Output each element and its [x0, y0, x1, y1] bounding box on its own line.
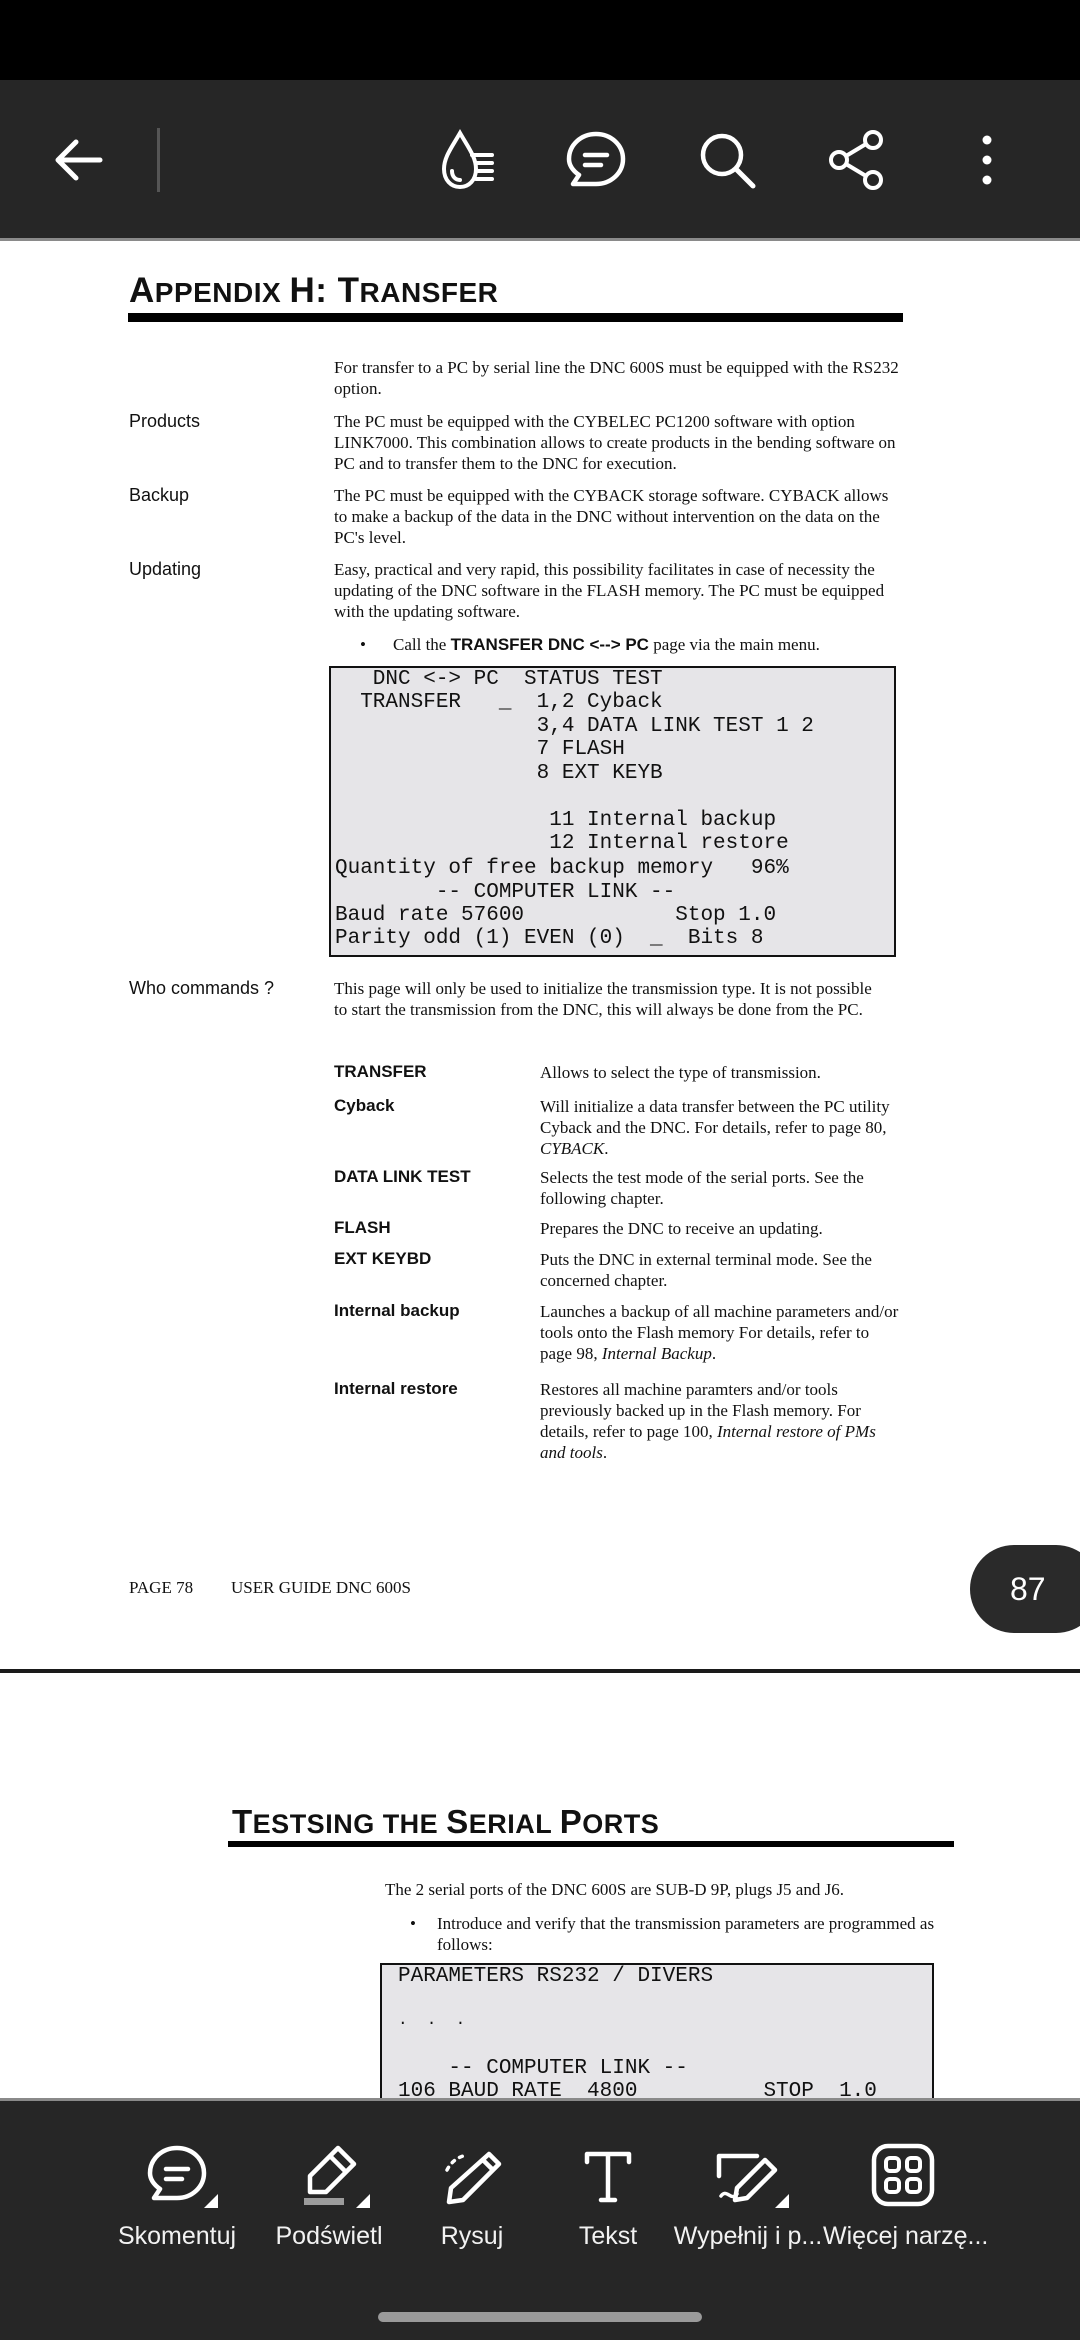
section-text: The PC must be equipped with the CYBELEC PC1200 software with option LINK7000. This combination allows to create products in the bending software on PC and to transfer them to the DNC for execution.: [334, 412, 896, 473]
definition-term: Cyback: [334, 1096, 395, 1115]
draw-tool-icon: [437, 2140, 507, 2210]
text-tool-button[interactable]: [528, 2140, 688, 2260]
fill-sign-tool-icon: [713, 2140, 783, 2210]
comment-icon: [561, 125, 631, 195]
screen-line: TRANSFER _ 1,2 Cyback: [335, 691, 663, 714]
dnc-screen-box-lower: [329, 859, 896, 957]
definition-text: Will initialize a data transfer between the PC utility Cyback and the DNC. For details, refer to page 80, CYBACK.: [540, 1097, 890, 1158]
page-title: APPENDIX H: TRANSFER: [129, 271, 499, 310]
title-rule: [228, 1841, 954, 1847]
screen-line: 11 Internal backup: [335, 809, 777, 832]
highlight-tool-icon: [294, 2140, 364, 2210]
tool-label: Rysuj: [440, 2222, 504, 2250]
screen-line: 7 FLASH: [335, 738, 625, 761]
dropdown-corner-indicator: [356, 2194, 370, 2208]
dnc-screen-box: [380, 1963, 934, 2098]
screen-line: Quantity of free backup memory 96%: [335, 857, 789, 880]
more-vertical-icon: [972, 130, 1002, 190]
tool-label: Tekst: [578, 2222, 638, 2250]
definition-term: DATA LINK TEST: [334, 1167, 471, 1186]
more-button[interactable]: [945, 118, 1029, 202]
definition-text: Prepares the DNC to receive an updating.: [540, 1219, 823, 1238]
comments-button[interactable]: [554, 118, 638, 202]
screen-line: 106 BAUD RATE 4800 STOP 1.0: [398, 2080, 877, 2098]
tool-label: Podświetl: [275, 2222, 383, 2250]
share-button[interactable]: [815, 118, 899, 202]
text-tool-icon: [573, 2140, 643, 2210]
definition-term: Internal restore: [334, 1379, 458, 1398]
comment-tool-icon: [142, 2140, 212, 2210]
definition-text: Selects the test mode of the serial ports. See the following chapter.: [540, 1168, 864, 1208]
screen-line: Baud rate 57600 Stop 1.0: [335, 904, 777, 927]
definition-text: Launches a backup of all machine parameters and/or tools onto the Flash memory For details, refer to page 98, Internal Backup.: [540, 1302, 899, 1363]
pdf-page-1: [0, 241, 1080, 1669]
bullet-text: Call the TRANSFER DNC <--> PC page via the main menu.: [393, 635, 820, 654]
section-label: Backup: [129, 485, 190, 505]
tool-label: Skomentuj: [117, 2222, 237, 2250]
definition-term: FLASH: [334, 1218, 391, 1237]
screen-line: 3,4 DATA LINK TEST 1 2: [335, 715, 814, 738]
tool-label: Wypełnij i p...: [673, 2222, 823, 2250]
dropdown-corner-indicator: [775, 2194, 789, 2208]
definition-text: Restores all machine paramters and/or tools previously backed up in the Flash memory. For details, refer to page 100, Internal restore of PMs and tools.: [540, 1380, 876, 1462]
bullet-dot: •: [360, 635, 366, 654]
home-indicator[interactable]: [378, 2312, 702, 2322]
comment-tool-button[interactable]: [97, 2140, 257, 2260]
more-tools-icon: [868, 2140, 938, 2210]
liquid-mode-button[interactable]: [425, 118, 509, 202]
definition-text: Puts the DNC in external terminal mode. See the concerned chapter.: [540, 1250, 872, 1290]
screen-line: Parity odd (1) EVEN (0) _ Bits 8: [335, 927, 764, 950]
status-bar: [0, 0, 1080, 80]
bullet-dot: •: [410, 1914, 416, 1933]
footer-page-number: PAGE 78: [129, 1578, 194, 1597]
liquid-mode-icon: [432, 125, 502, 195]
bottom-toolbar-divider: [0, 2098, 1080, 2101]
definition-term: TRANSFER: [334, 1062, 427, 1081]
screen-line: -- COMPUTER LINK --: [398, 2057, 688, 2080]
highlight-tool-button[interactable]: [249, 2140, 409, 2260]
section-text: This page will only be used to initialize the transmission type. It is not possible to start the transmission from the DNC, this will always be done from the PC.: [334, 979, 872, 1019]
screen-line: 12 Internal restore: [335, 832, 789, 855]
tool-label: Więcej narzę...: [823, 2222, 989, 2250]
definition-text: Allows to select the type of transmission.: [540, 1063, 821, 1082]
screen-line: . . .: [398, 2011, 466, 2029]
arrow-left-icon: [48, 130, 108, 190]
section-label: Updating: [129, 559, 202, 579]
title-rule: [128, 313, 903, 322]
dropdown-corner-indicator: [204, 2194, 218, 2208]
pdf-page-2: [0, 1673, 1080, 2098]
section-text: The PC must be equipped with the CYBACK storage software. CYBACK allows to make a backup of the data in the DNC without intervention on the data on the PC's level.: [334, 486, 889, 547]
screen-line: DNC <-> PC STATUS TEST: [335, 668, 663, 691]
definition-term: EXT KEYBD: [334, 1249, 432, 1268]
section-text: Easy, practical and very rapid, this possibility facilitates in case of necessity the updating of the DNC software in the FLASH memory. The PC must be equipped with the updating software.: [334, 560, 885, 621]
toolbar-separator: [157, 128, 160, 192]
section-label: Products: [129, 411, 201, 431]
search-icon: [695, 128, 759, 192]
page-title: TESTSING THE SERIAL PORTS: [232, 1803, 660, 1840]
share-icon: [825, 128, 889, 192]
dnc-screen-box: [329, 666, 896, 868]
back-button[interactable]: [36, 118, 120, 202]
section-label: Who commands ?: [129, 978, 275, 998]
fill-sign-tool-button[interactable]: [668, 2140, 828, 2260]
screen-line: PARAMETERS RS232 / DIVERS: [398, 1965, 714, 1988]
search-button[interactable]: [685, 118, 769, 202]
screen-line: -- COMPUTER LINK --: [335, 881, 676, 904]
definition-term: Internal backup: [334, 1301, 460, 1320]
footer-title: USER GUIDE DNC 600S: [231, 1578, 411, 1597]
bullet-text: Introduce and verify that the transmission parameters are programmed as follows:: [437, 1914, 935, 1954]
top-toolbar: [0, 80, 1080, 238]
page-number-badge[interactable]: 87: [970, 1545, 1080, 1633]
more-tools-button[interactable]: [823, 2140, 989, 2260]
intro-text: The 2 serial ports of the DNC 600S are SUB-D 9P, plugs J5 and J6.: [385, 1880, 844, 1899]
screen-line: 8 EXT KEYB: [335, 762, 663, 785]
intro-text: For transfer to a PC by serial line the DNC 600S must be equipped with the RS232 option.: [334, 358, 899, 398]
